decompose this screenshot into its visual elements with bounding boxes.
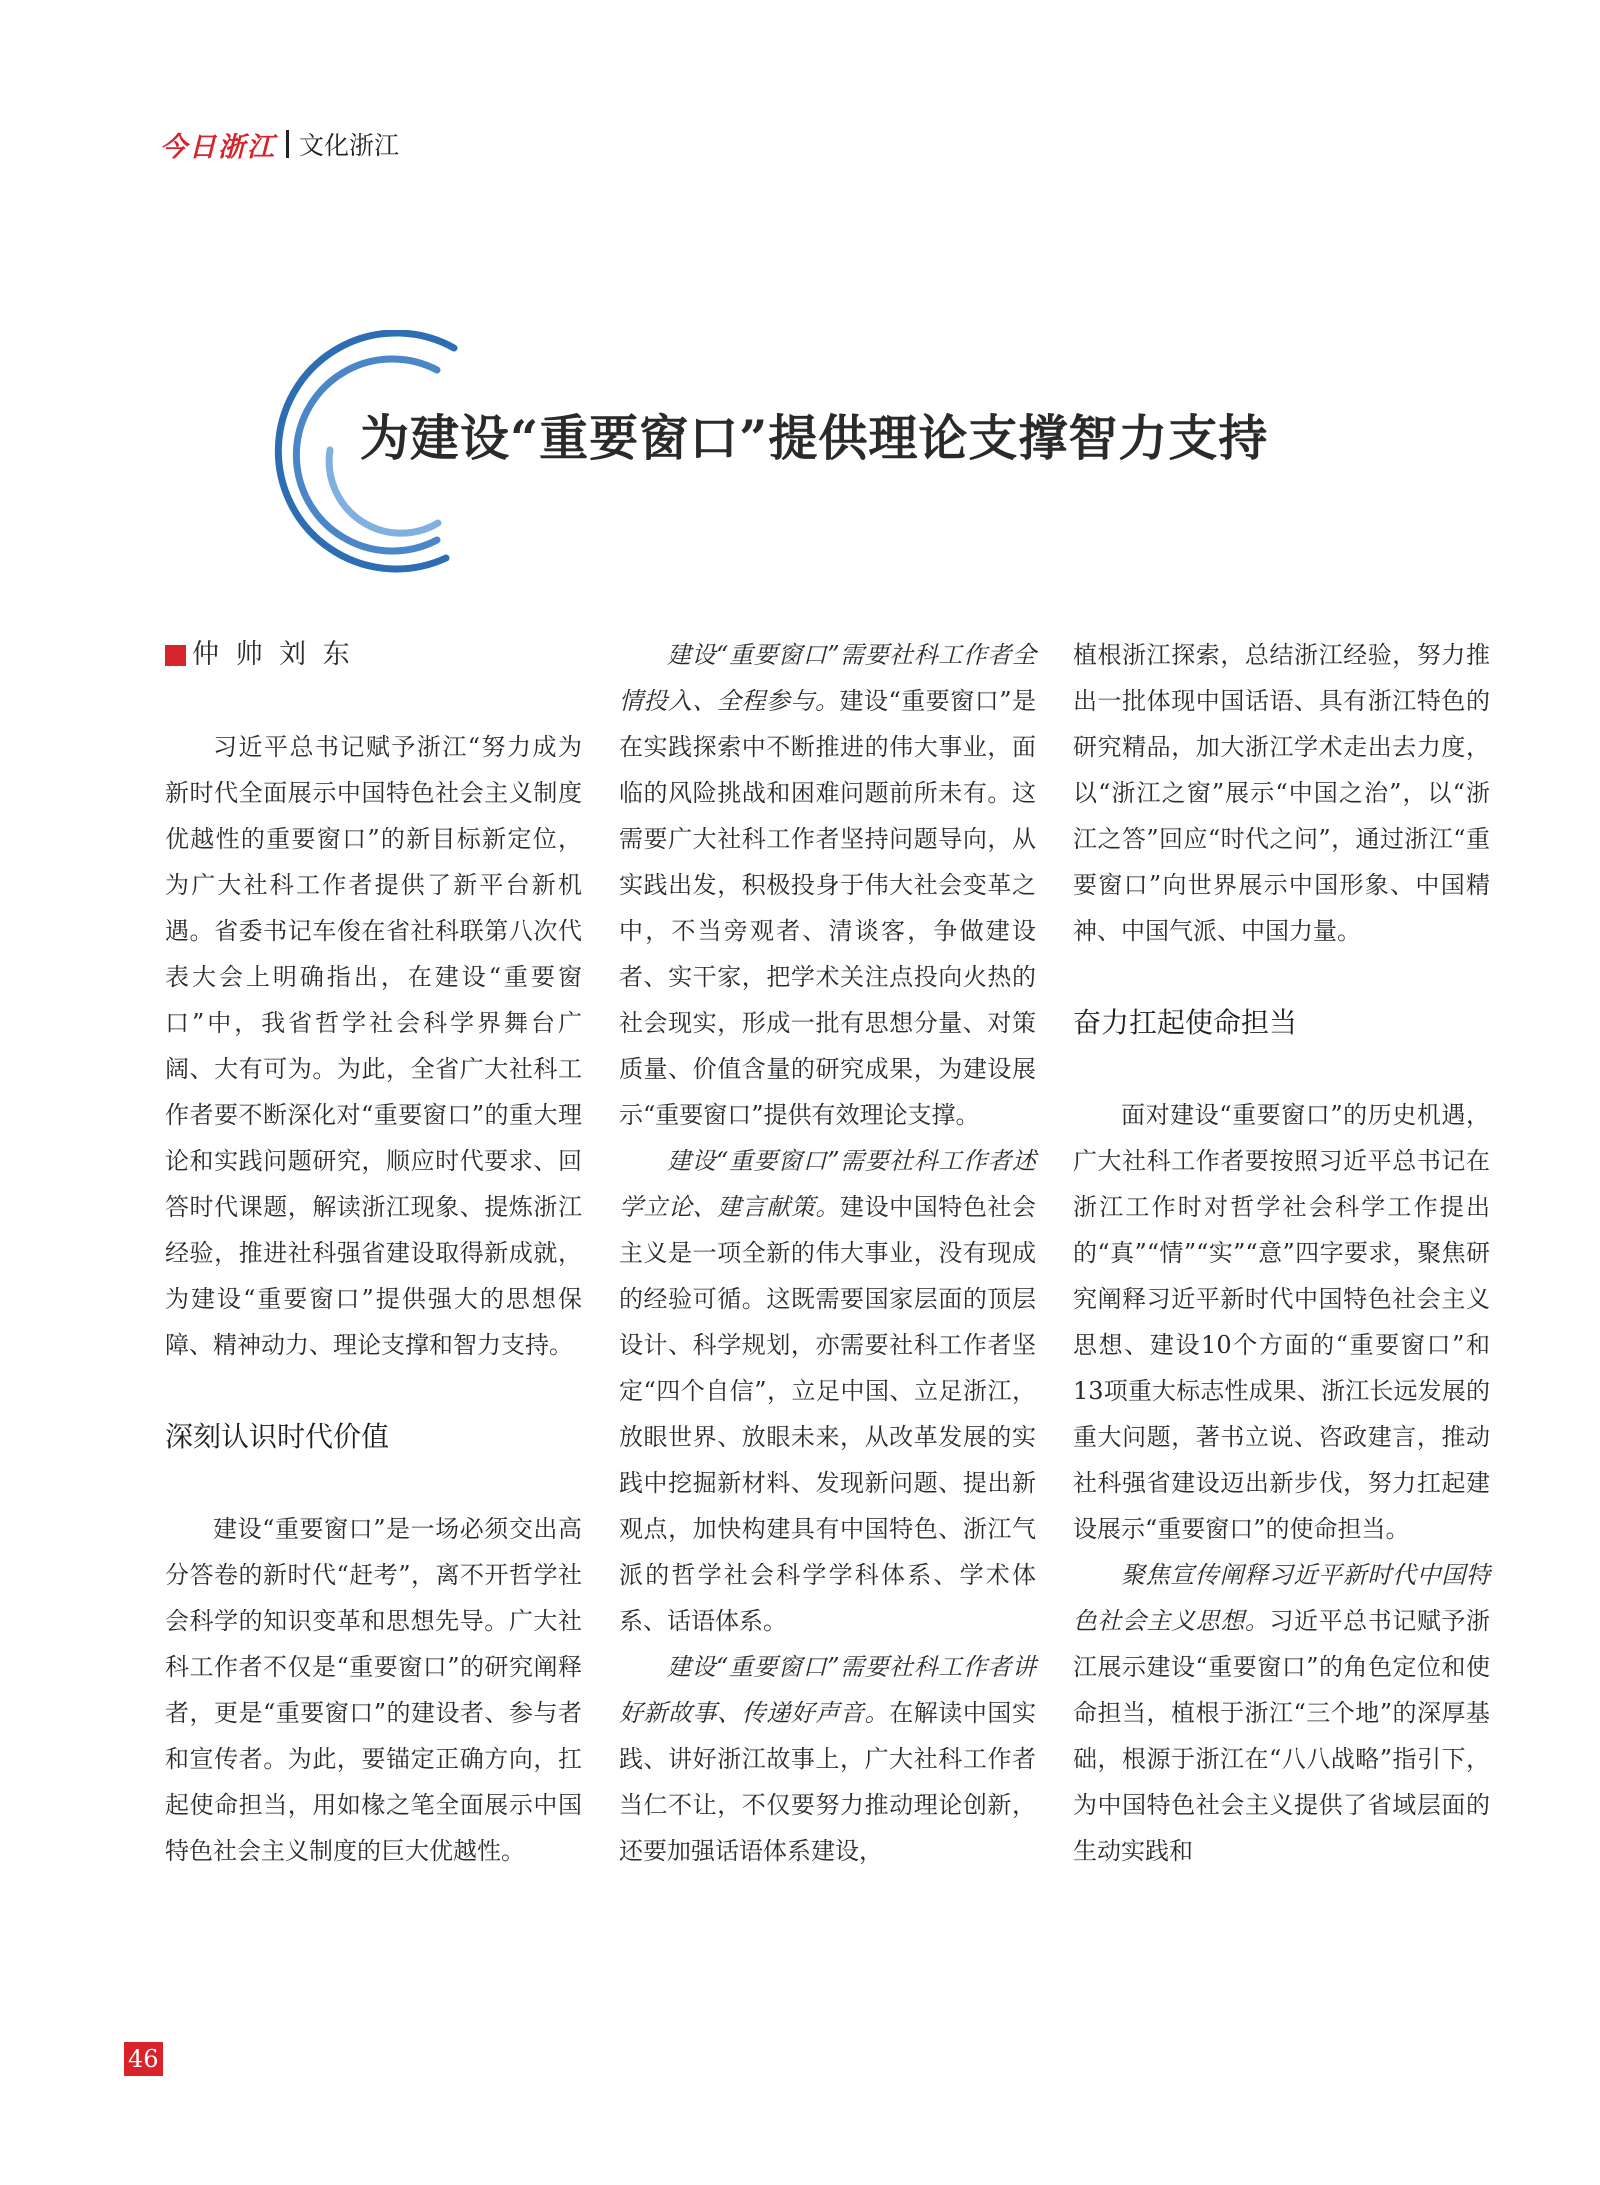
- paragraph-lead: 建设“重要窗口”需要社科工作者讲好新故事、传递好声音。: [619, 1653, 1036, 1727]
- paragraph-body: 建设“重要窗口”是在实践探索中不断推进的伟大事业，面临的风险挑战和困难问题前所未有。这需要广大社科工作者坚持问题导向，从实践出发，积极投身于伟大社会变革之中，不当旁观者、清谈客，争做建设者、实干家，把学术关注点投向火热的社会现实，形成一批有思想分量、对策质量、价值含量的研究成果，为建设展示“重要窗口”提供有效理论支撑。: [619, 687, 1037, 1129]
- paragraph: 建设“重要窗口”是一场必须交出高分答卷的新时代“赶考”，离不开哲学社会科学的知识变革和思想先导。广大社科工作者不仅是“重要窗口”的研究阐释者，更是“重要窗口”的建设者、参与者和宣传者。为此，要锚定正确方向，扛起使命担当，用如椽之笔全面展示中国特色社会主义制度的巨大优越性。: [165, 1515, 582, 1865]
- section-heading: 深刻认识时代价值: [165, 1420, 390, 1453]
- paragraph-body: 习近平总书记赋予浙江展示建设“重要窗口”的角色定位和使命担当，植根于浙江“三个地”的深厚基础，根源于浙江在“八八战略”指引下，为中国特色社会主义提供了省域层面的生动实践和: [1073, 1607, 1490, 1865]
- byline-marker: [165, 645, 186, 666]
- author-names: 仲 帅 刘 东: [192, 639, 354, 670]
- section-name: 文化浙江: [299, 131, 400, 160]
- paragraph: [1073, 1552, 1490, 1874]
- header-divider: [286, 130, 289, 158]
- paragraph: [619, 1644, 1036, 1874]
- column-2: [619, 632, 1036, 1874]
- section-heading: 奋力扛起使命担当: [1073, 1006, 1298, 1039]
- paragraph-body: 建设中国特色社会主义是一项全新的伟大事业，没有现成的经验可循。这既需要国家层面的顶层设计、科学规划，亦需要社科工作者坚定“四个自信”，立足中国、立足浙江，放眼世界、放眼未来，从改革发展的实践中挖掘新材料、发现新问题、提出新观点，加快构建具有中国特色、浙江气派的哲学社会科学学科体系、学术体系、话语体系。: [619, 1193, 1036, 1635]
- column-1: [165, 632, 582, 1874]
- byline: [165, 632, 582, 678]
- paragraph: [619, 1138, 1036, 1644]
- brand-logo: 今日浙江: [160, 131, 276, 163]
- paragraph: 面对建设“重要窗口”的历史机遇，广大社科工作者要按照习近平总书记在浙江工作时对哲学社会科学工作提出的“真”“情”“实”“意”四字要求，聚焦研究阐释习近平新时代中国特色社会主义思想、建设10个方面的“重要窗口”和13项重大标志性成果、浙江长远发展的重大问题，著书立说、咨政建言，推动社科强省建设迈出新步伐，努力扛起建设展示“重要窗口”的使命担当。: [1073, 1101, 1490, 1543]
- paragraph: 习近平总书记赋予浙江“努力成为新时代全面展示中国特色社会主义制度优越性的重要窗口”的新目标新定位，为广大社科工作者提供了新平台新机遇。省委书记车俊在省社科联第八次代表大会上明确指出，在建设“重要窗口”中，我省哲学社会科学界舞台广阔、大有可为。为此，全省广大社科工作者要不断深化对“重要窗口”的重大理论和实践问题研究，顺应时代要求、回答时代课题，解读浙江现象、提炼浙江经验，推进社科强省建设取得新成就，为建设“重要窗口”提供强大的思想保障、精神动力、理论支撑和智力支持。: [165, 733, 582, 1359]
- article-title: 为建设“重要窗口”提供理论支撑智力支持: [360, 409, 1269, 467]
- paragraph-continued: 植根浙江探索，总结浙江经验，努力推出一批体现中国话语、具有浙江特色的研究精品，加大浙江学术走出去力度，以“浙江之窗”展示“中国之治”，以“浙江之答”回应“时代之问”，通过浙江“重要窗口”向世界展示中国形象、中国精神、中国气派、中国力量。: [1073, 641, 1490, 945]
- column-3: [1073, 632, 1490, 1874]
- paragraph-lead: 建设“重要窗口”需要社科工作者述学立论、建言献策。: [619, 1147, 1036, 1221]
- page-header: [160, 122, 399, 166]
- paragraph-lead: 聚焦宣传阐释习近平新时代中国特色社会主义思想。: [1073, 1561, 1490, 1635]
- page-number: 46: [124, 2042, 163, 2076]
- paragraph-body: 在解读中国实践、讲好浙江故事上，广大社科工作者当仁不让，不仅要努力推动理论创新，还要加强话语体系建设，: [619, 1699, 1036, 1865]
- paragraph: [619, 632, 1036, 1138]
- paragraph-lead: 建设“重要窗口”需要社科工作者全情投入、全程参与。: [619, 641, 1036, 715]
